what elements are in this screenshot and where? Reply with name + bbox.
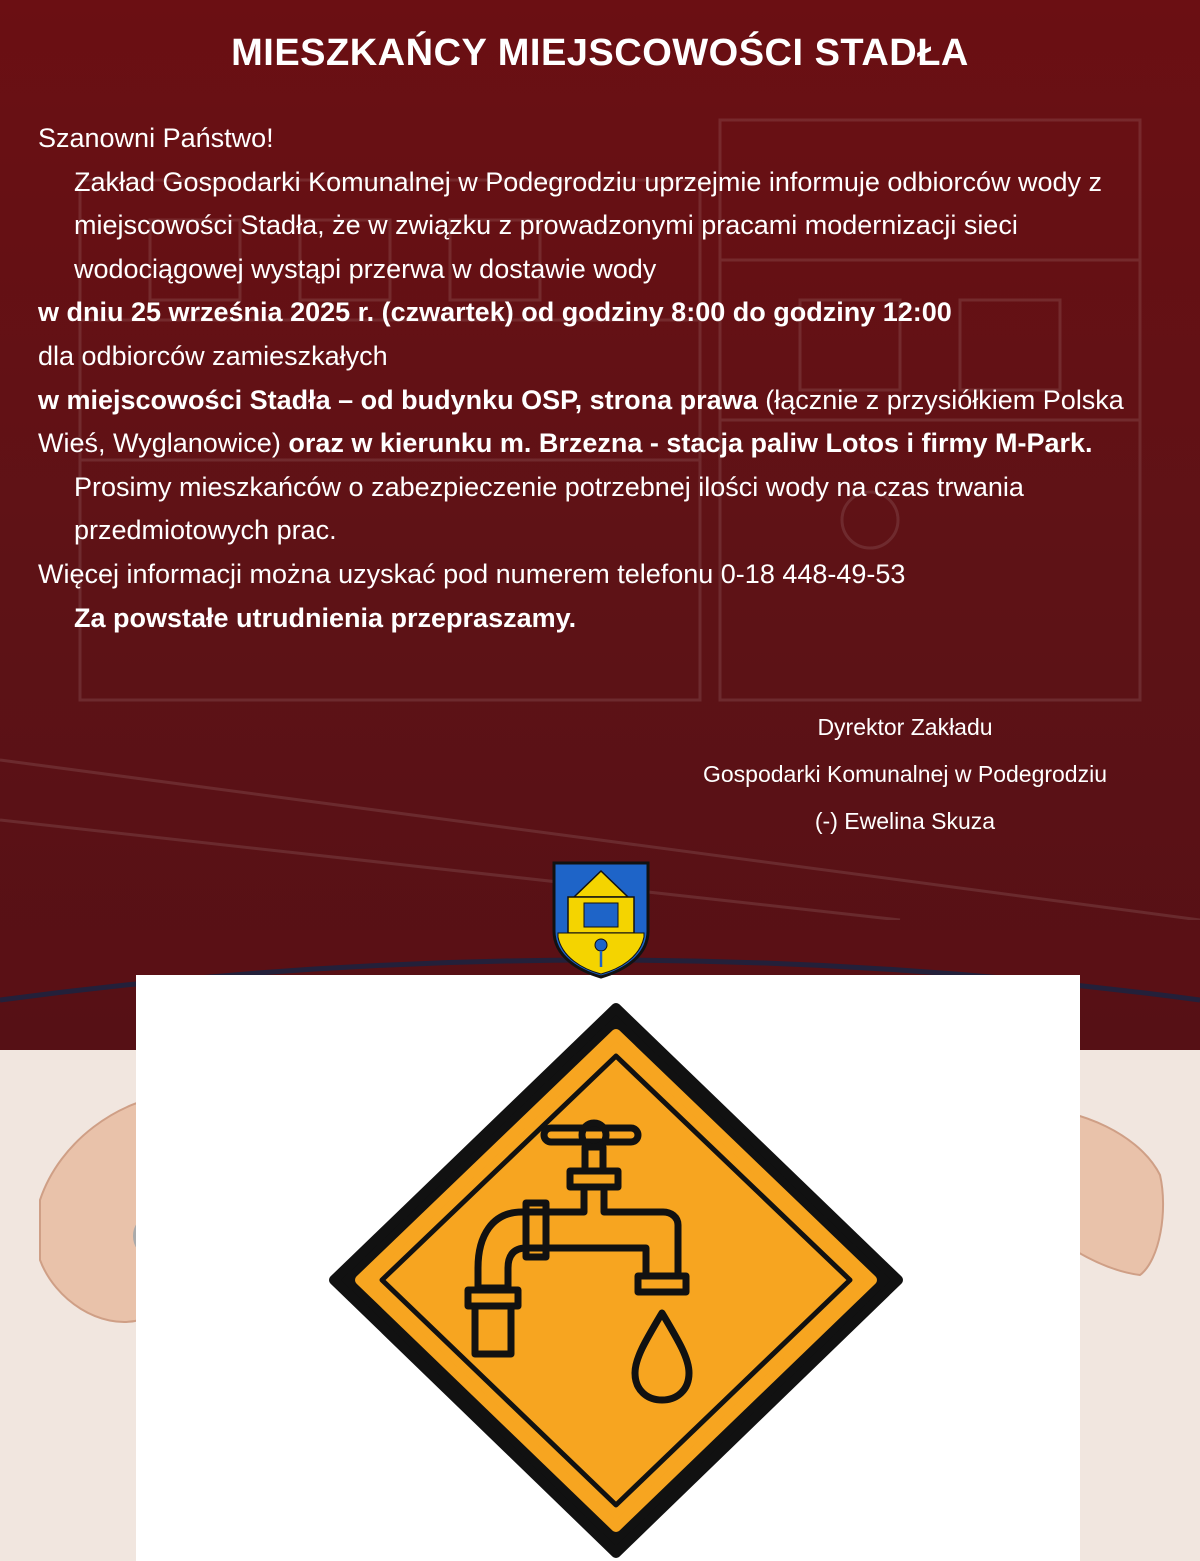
- apology: Za powstałe utrudnienia przepraszamy.: [74, 602, 577, 633]
- area-normal: (łącznie z przysiółkiem Polska Wieś, Wyglanowice): [38, 384, 1124, 459]
- request-paragraph: Prosimy mieszkańców o zabezpieczenie potrzebnej ilości wody na czas trwania przedmiotowych prac.: [74, 471, 1024, 546]
- water-tap-warning-sign-icon: [326, 1000, 906, 1561]
- signature-title: Dyrektor Zakładu: [817, 714, 993, 740]
- signature-name: (-) Ewelina Skuza: [814, 808, 996, 834]
- area-bold-2: oraz w kierunku m. Brzezna - stacja paliw Lotos i firmy M-Park.: [288, 428, 1093, 459]
- affected-area: [38, 379, 1168, 466]
- notice-body: [38, 117, 1168, 640]
- paragraph-intro: [38, 161, 1168, 292]
- intro-text: Zakład Gospodarki Komunalnej w Podegrodziu uprzejmie informuje odbiorców wody z miejscowości Stadła, że w związku z prowadzonymi pracami modernizacji sieci wodociągowej wystąpi przerwa w dostawie wody: [74, 166, 1103, 284]
- coat-of-arms-icon: [552, 861, 650, 979]
- greeting: Szanowni Państwo!: [38, 123, 274, 153]
- outage-date: w dniu 25 września 2025 r. (czwartek) od godziny 8:00 do godziny 12:00: [38, 297, 952, 328]
- area-bold-1: w miejscowości Stadła – od budynku OSP, strona prawa: [38, 384, 758, 415]
- recipients-text: dla odbiorców zamieszkałych: [38, 340, 388, 371]
- phone-info: Więcej informacji można uzyskać pod numerem telefonu 0-18 448-49-53: [38, 558, 906, 589]
- page-title: MIESZKAŃCY MIEJSCOWOŚCI STADŁA: [231, 32, 969, 74]
- signature-block: [650, 704, 1160, 845]
- signature-organization: Gospodarki Komunalnej w Podegrodziu: [702, 761, 1108, 787]
